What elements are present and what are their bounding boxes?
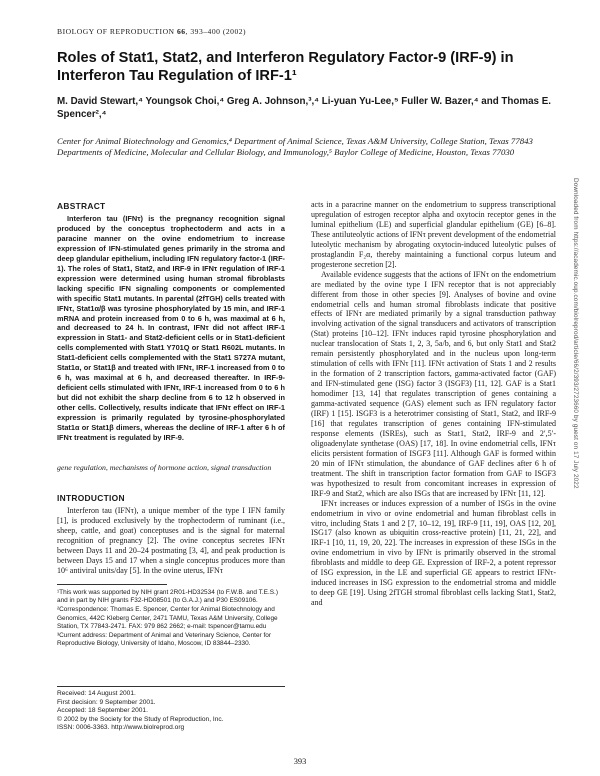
- article-title: Roles of Stat1, Stat2, and Interferon Regulatory Factor-9 (IRF-9) in Interferon Tau Regulation of IRF-1¹: [57, 50, 514, 84]
- affiliations: [57, 136, 557, 158]
- introduction-paragraph: Interferon tau (IFNτ), a unique member of the type I IFN family [1], is produced exclusively by the trophectoderm of ruminant (i.e., sheep, cattle, and goat) conceptuses and is the signal for maternal recognition of pregnancy [2]. The ovine conceptus secretes IFNτ between Days 11 and 20–24 postmating [3, 4], and peak production is between Days 15 and 17 when a single conceptus produces more than 10⁶ antiviral units/day [5]. In the ovine uterus, IFNτ: [57, 506, 285, 575]
- journal-pages-year: , 393–400 (2002): [185, 27, 247, 36]
- journal-name: BIOLOGY OF REPRODUCTION: [57, 27, 175, 36]
- received-date: Received: 14 August 2001.: [57, 690, 136, 697]
- accepted-date: Accepted: 18 September 2001.: [57, 707, 148, 714]
- right-paragraph-1: acts in a paracrine manner on the endometrium to suppress transcriptional upregulation of estrogen receptor alpha and oxytocin receptor genes in the luminal epithelium (LE) and superficial glandular epithelium (GE) [6–8]. These antiluteolytic actions of IFNτ prevent development of the endometrial luteolytic mechanism by abrogating oxytocin-induced luteolytic pulses of prostaglandin F₂α, thereby maintaining a functional corpus luteum and progesterone secretion [2].: [311, 200, 556, 269]
- received-block: [57, 690, 285, 733]
- introduction-text: [57, 506, 285, 576]
- author-list: M. David Stewart,⁴ Youngsok Choi,⁴ Greg A. Johnson,³,⁴ Li-yuan Yu-Lee,⁵ Fuller W. Bazer,⁴ and Thomas E. Spencer²,⁴: [57, 96, 551, 121]
- issn-line: ISSN: 0006-3363. http://www.biolreprod.org: [57, 724, 185, 731]
- footnote-2: ²Correspondence: Thomas E. Spencer, Center for Animal Biotechnology and Genomics, 442C Kleberg Center, 2471 TAMU, Texas A&M University, College Station, TX 77843-2471. FAX: 979 862 2662; e-mail: tspencer@tamu.edu: [57, 606, 278, 630]
- right-column: [311, 200, 556, 608]
- side-watermark: [572, 178, 586, 598]
- download-notice: Downloaded from https://academic.oup.com/biolreprod/article/66/2/393/2723660 by guest on 17 July 2022: [572, 178, 579, 489]
- footnote-divider: [57, 584, 167, 585]
- journal-volume: 66: [176, 27, 186, 36]
- introduction-heading: INTRODUCTION: [57, 493, 125, 503]
- affiliation-1: Center for Animal Biotechnology and Genomics,⁴ Department of Animal Science, Texas A&M University, College Station, Texas 77843: [57, 136, 533, 146]
- affiliation-2: Departments of Medicine, Molecular and Cellular Biology, and Immunology,⁵ Baylor College of Medicine, Houston, Texas 77030: [57, 146, 515, 157]
- received-divider: [57, 686, 285, 687]
- abstract-paragraph: Interferon tau (IFNτ) is the pregnancy recognition signal produced by the conceptus trophectoderm and acts in a paracine manner on the ovine endometrium to increase expression of IFN-stimulated genes primarily in the stroma and deep glandular epithelium, including IFN regulatory factor-1 (IRF-1). The roles of Stat1, Stat2, and IRF-9 in IFNτ regulation of IRF-1 expression were determined using human stromal fibroblasts lacking specific IFN signaling components or complemented with specific Stat1 mutants. In parental (2fTGH) cells treated with IFNτ, Stat1α/β was tyrosine phosphorylated by 15 min, and IRF-1 mRNA and protein increased from 0 to 6 h, was maximal at 6 h, and decreased to 24 h. In contrast, IFNτ did not affect IRF-1 expression in Stat1- and Stat2-deficient cells or in Stat1-deficient cells complemented with Stat1 Y701Q or Stat1 R602L mutants. In Stat1-deficient cells complemented with the Stat1 S727A mutant, Stat1α, or Stat1β and treated with IFNτ, IRF-1 increased from 0 to 6 h, was maximal at 6 h, and decreased thereafter. In IRF-9-deficient cells stimulated with IFNτ, IRF-1 increased from 0 to 6 h but did not exhibit the sharp decline from 6 to 12 h observed in other cells. Collectively, results indicate that IFNτ effect on IRF-1 expression is primarily regulated by tyrosine-phosphorylated Stat1α or Stat1β dimers, whereas the decline of IRF-1 after 6 h of IFNτ treatment is regulated by IRF-9.: [57, 214, 285, 442]
- copyright-line: © 2002 by the Society for the Study of Reproduction, Inc.: [57, 715, 224, 723]
- footnote-1: ¹This work was supported by NIH grant 2R01-HD32534 (to F.W.B. and T.E.S.) and in part by NIH grants F32-HD08501 (to G.A.J.) and P30 ES09106.: [57, 589, 278, 605]
- right-paragraph-2: Available evidence suggests that the actions of IFNτ on the endometrium are mediated by the ovine type I IFN receptor that is not appreciably different from those in other species [9]. Analyses of bovine and ovine endometrial cells and human stromal fibroblasts indicate that positive effects of IFNτ are mediated primarily by a signal transduction pathway involving activation of the signal transducers and activators of transcription (Stat) proteins [10–12]. IFNτ induces rapid tyrosine phosphorylation and nuclear translocation of Stats 1, 2, 3, 5a/b, and 6, but only Stat1 and Stat2 remain persistently phosphorylated and in the nucleus upon long-term stimulation of cells with IFNτ [11]. IFNτ activation of Stats 1 and 2 results in the formation of 2 transcription factors, gamma-activated factor (GAF) and IFN-stimulated gene (ISG) factor 3 (ISGF3) [11, 12]. GAF is a Stat1 homodimer [13, 14] that regulates transcription of genes containing a gamma-activated sequence (GAS) element such as IFN regulatory factor (IRF) 1 [15]. ISGF3 is a heterotrimer consisting of Stat1, Stat2, and IRF-9 [16] that regulates transcription of genes containing IFN-stimulated response elements (ISREs), such as Stat1, Stat2, IRF-9 and 2′,5′-oligoadenylate synthetase (OAS) [17, 18]. In ovine endometrial cells, IFNτ elicits persistent formation of ISGF3 [11]. Although GAF is formed within 20 min of IFNτ stimulation, the abundance of GAF declines after 6 h of treatment. The shift in transcription factor formation from GAF to ISGF3 was hypothesized to result from concomitant increases in expression of IRF-9 and Stat2, which are also ISGs that are increased by IFNτ [11, 12].: [311, 269, 556, 498]
- abstract-text: [57, 214, 285, 443]
- keywords: gene regulation, mechanisms of hormone action, signal transduction: [57, 463, 272, 472]
- first-decision-date: First decision: 9 September 2001.: [57, 698, 156, 706]
- footnote-3: ³Current address: Department of Animal and Veterinary Science, Center for Reproductive Biology, University of Idaho, Moscow, ID 83844–2330.: [57, 632, 271, 648]
- footnotes: [57, 589, 285, 649]
- abstract-heading: ABSTRACT: [57, 201, 106, 211]
- page-number: 393: [293, 757, 307, 766]
- right-paragraph-3: IFNτ increases or induces expression of a number of ISGs in the ovine endometrium in vivo or ovine endometrial and human fibroblast cells in vitro, including Stats 1 and 2 [7, 10–12, 19], IRF-9 [11, 19], OAS [12, 20], ISG17 (also known as ubiquitin cross-reactive protein) [11, 21, 22], and IRF-1 [10, 11, 19, 20, 22]. The increases in expression of these ISGs in the ovine endometrium in vivo by IFNτ is primarily observed in the stromal fibroblasts and middle to deep GE. Expression of IRF-2, a potent repressor of ISG expression, in the LE and superficial GE appears to restrict IFNτ-induced increases in ISG expression to the endometrial stroma and middle to deep GE [19]. Using 2fTGH stromal fibroblast cells lacking Stat1, Stat2, and: [311, 498, 556, 608]
- journal-header: [57, 27, 246, 36]
